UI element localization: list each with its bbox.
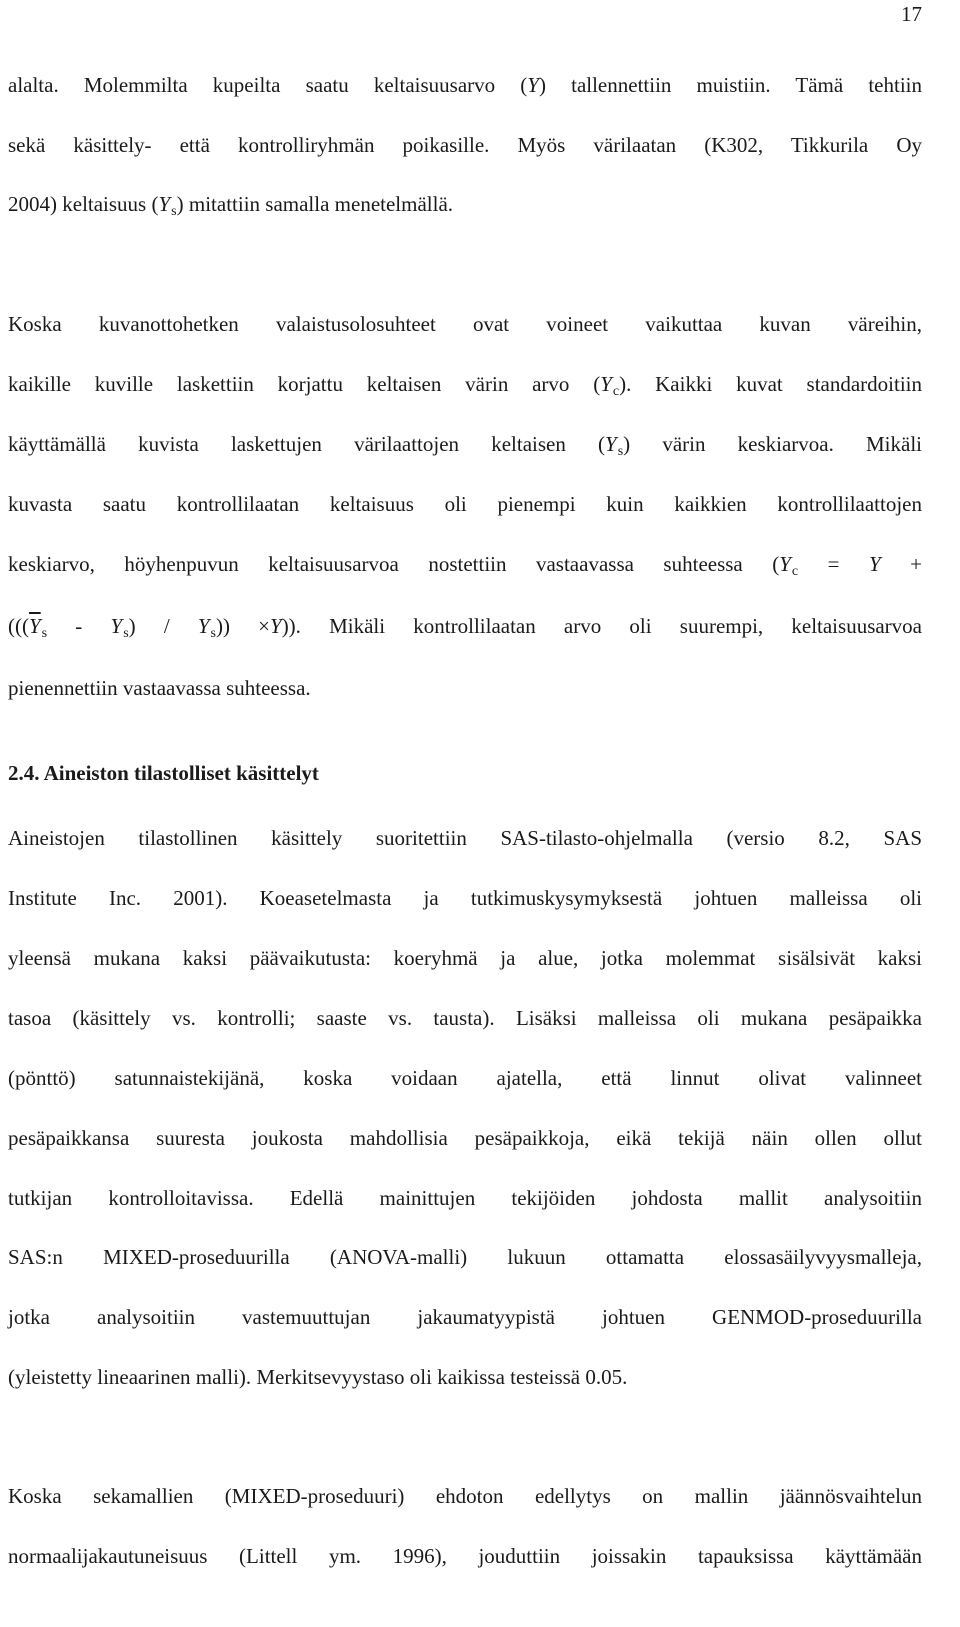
text-segment: ) / [128, 614, 198, 638]
subscript: s [123, 626, 129, 641]
variable-y: Y [605, 432, 617, 456]
subscript: s [171, 204, 177, 219]
subscript: s [41, 626, 48, 641]
section-heading: 2.4. Aineiston tilastolliset käsittelyt [8, 761, 319, 785]
text-segment: alalta. Molemmilta kupeilta saatu keltaisuusarvo ( [8, 73, 528, 97]
text-segment: + [880, 552, 923, 576]
text-line: Koska kuvanottohetken valaistusolosuhteet ovat voineet vaikuttaa kuvan väreihin, [8, 312, 922, 336]
text-line: (yleistetty lineaarinen malli). Merkitsevyystaso oli kaikissa testeissä 0.05. [8, 1365, 628, 1389]
text-segment: käyttämällä kuvista laskettujen värilaattojen keltaisen ( [8, 432, 606, 456]
variable-y-mean: $\overline{Y}$ [28, 614, 41, 638]
text-segment: )) × [215, 614, 270, 638]
text-line [8, 551, 922, 585]
variable-y: Y [270, 614, 282, 638]
subscript: c [791, 564, 799, 579]
text-segment: ) mitattiin samalla menetelmällä. [176, 192, 454, 216]
subscript: s [617, 444, 624, 459]
variable-y: Y [158, 192, 171, 216]
text-line: kuvasta saatu kontrollilaatan keltaisuus oli pienempi kuin kaikkien kontrollilaattojen [8, 492, 922, 516]
variable-y: Y [868, 552, 881, 576]
text-segment: - [47, 614, 111, 638]
text-segment: )). Mikäli kontrollilaatan arvo oli suurempi, keltaisuusarvoa [281, 614, 922, 638]
text-line: Koska sekamallien (MIXED-proseduuri) ehdoton edellytys on mallin jäännösvaihtelun [8, 1484, 922, 1508]
text-line: sekä käsittely- että kontrolliryhmän poikasille. Myös värilaatan (K302, Tikkurila Oy [8, 133, 922, 157]
variable-y: Y [779, 552, 791, 576]
text-line: tasoa (käsittely vs. kontrolli; saaste vs. tausta). Lisäksi malleissa oli mukana pesäpaikka [8, 1006, 922, 1030]
text-segment: 2004) keltaisuus ( [8, 192, 159, 216]
text-segment: ) värin keskiarvoa. Mikäli [623, 432, 923, 456]
text-line: Institute Inc. 2001). Koeasetelmasta ja tutkimuskysymyksestä johtuen malleissa oli [8, 886, 922, 910]
page-number: 17 [901, 2, 922, 26]
text-segment: ). Kaikki kuvat standardoitiin [619, 372, 922, 396]
text-line: tutkijan kontrolloitavissa. Edellä mainittujen tekijöiden johdosta mallit analysoitiin [8, 1186, 922, 1210]
text-segment: kaikille kuville laskettiin korjattu keltaisen värin arvo ( [8, 372, 601, 396]
variable-y: Y [197, 614, 210, 638]
text-line: (pönttö) satunnaistekijänä, koska voidaan ajatella, että linnut olivat valinneet [8, 1066, 922, 1090]
text-segment: ((( [8, 614, 29, 638]
text-line [8, 72, 922, 98]
text-line: Aineistojen tilastollinen käsittely suoritettiin SAS-tilasto-ohjelmalla (versio 8.2, SAS [8, 826, 922, 850]
text-line: jotka analysoitiin vastemuuttujan jakaumatyypistä johtuen GENMOD-proseduurilla [8, 1305, 922, 1329]
text-segment: = [798, 552, 869, 576]
text-segment: ) tallennettiin muistiin. Tämä tehtiin [538, 73, 922, 97]
text-line [8, 431, 922, 465]
text-line: pesäpaikkansa suuresta joukosta mahdollisia pesäpaikkoja, eikä tekijä näin ollen ollut [8, 1126, 922, 1150]
formula-line [8, 613, 922, 647]
variable-y: Y [600, 372, 612, 396]
text-line [8, 371, 922, 405]
text-line: yleensä mukana kaksi päävaikutusta: koeryhmä ja alue, jotka molemmat sisälsivät kaksi [8, 946, 922, 970]
text-line: pienennettiin vastaavassa suhteessa. [8, 676, 311, 700]
subscript: s [210, 626, 216, 641]
text-line: normaalijakautuneisuus (Littell ym. 1996), jouduttiin joissakin tapauksissa käyttämään [8, 1544, 922, 1568]
text-line: SAS:n MIXED-proseduurilla (ANOVA-malli) lukuun ottamatta elossasäilyvyysmalleja, [8, 1245, 922, 1269]
text-line [8, 191, 453, 225]
variable-y: Y [110, 614, 123, 638]
variable-y: Y [527, 73, 539, 97]
subscript: c [612, 384, 620, 399]
text-segment: keskiarvo, höyhenpuvun keltaisuusarvoa nostettiin vastaavassa suhteessa ( [8, 552, 780, 576]
